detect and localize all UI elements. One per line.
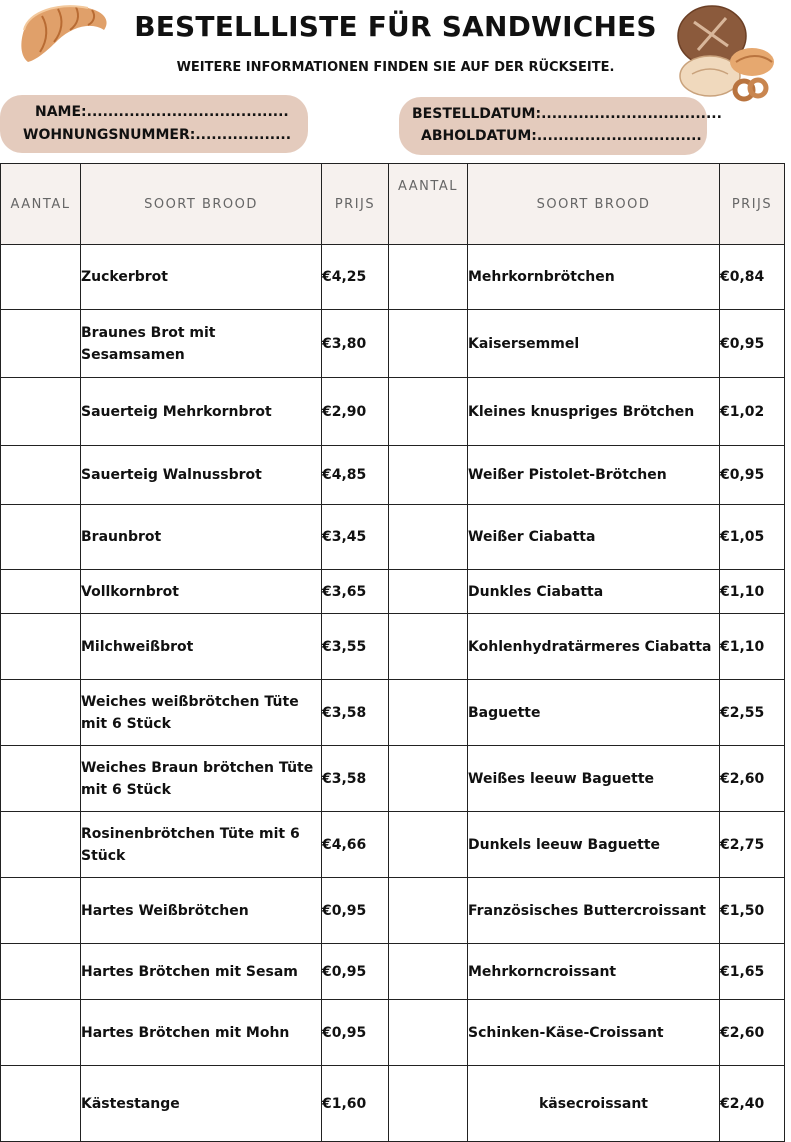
bread-name: Kaisersemmel <box>468 310 720 378</box>
bread-name: Weiches weißbrötchen Tüte mit 6 Stück <box>81 680 322 746</box>
quantity-cell[interactable] <box>389 944 468 1000</box>
bread-name: Schinken-Käse-Croissant <box>468 1000 720 1066</box>
bread-price: €0,95 <box>720 446 785 505</box>
bread-name: Mehrkorncroissant <box>468 944 720 1000</box>
table-row <box>1 446 785 505</box>
bread-name: Rosinenbrötchen Tüte mit 6 Stück <box>81 812 322 878</box>
order-date-field[interactable]: BESTELLDATUM:.................................. <box>412 106 722 122</box>
bread-price: €3,55 <box>322 614 389 680</box>
quantity-cell[interactable] <box>389 570 468 614</box>
pickup-date-field[interactable]: ABHOLDATUM:............................... <box>421 128 702 144</box>
bread-price: €3,58 <box>322 680 389 746</box>
header-left-price: PRIJS <box>322 164 389 245</box>
bread-name: Kleines knuspriges Brötchen <box>468 378 720 446</box>
quantity-cell[interactable] <box>389 614 468 680</box>
bread-name: Weißer Ciabatta <box>468 505 720 570</box>
bread-name: Weißer Pistolet-Brötchen <box>468 446 720 505</box>
bread-name: Hartes Brötchen mit Sesam <box>81 944 322 1000</box>
quantity-cell[interactable] <box>389 378 468 446</box>
bread-name: Dunkles Ciabatta <box>468 570 720 614</box>
bread-price: €0,84 <box>720 245 785 310</box>
quantity-cell[interactable] <box>1 680 81 746</box>
quantity-cell[interactable] <box>1 310 81 378</box>
quantity-cell[interactable] <box>1 245 81 310</box>
quantity-cell[interactable] <box>1 1000 81 1066</box>
bread-name: Dunkels leeuw Baguette <box>468 812 720 878</box>
header-right-quantity: AANTAL <box>389 164 468 245</box>
bread-price: €4,25 <box>322 245 389 310</box>
header-left-quantity: AANTAL <box>1 164 81 245</box>
bread-name: käsecroissant <box>468 1066 720 1142</box>
apartment-number-field[interactable]: WOHNUNGSNUMMER:.................. <box>23 127 292 143</box>
quantity-cell[interactable] <box>1 570 81 614</box>
bread-name: Kohlenhydratärmeres Ciabatta <box>468 614 720 680</box>
header-right-bread-type: SOORT BROOD <box>468 164 720 245</box>
bread-price: €3,58 <box>322 746 389 812</box>
quantity-cell[interactable] <box>1 446 81 505</box>
table-row <box>1 812 785 878</box>
quantity-cell[interactable] <box>1 1066 81 1142</box>
quantity-cell[interactable] <box>389 245 468 310</box>
quantity-cell[interactable] <box>389 878 468 944</box>
quantity-cell[interactable] <box>389 1000 468 1066</box>
quantity-cell[interactable] <box>389 446 468 505</box>
bread-price: €1,65 <box>720 944 785 1000</box>
header-left-bread-type: SOORT BROOD <box>81 164 322 245</box>
quantity-cell[interactable] <box>389 680 468 746</box>
header-right-price: PRIJS <box>720 164 785 245</box>
table-row <box>1 680 785 746</box>
bread-price: €1,02 <box>720 378 785 446</box>
quantity-cell[interactable] <box>389 746 468 812</box>
table-row <box>1 1000 785 1066</box>
bread-name: Milchweißbrot <box>81 614 322 680</box>
quantity-cell[interactable] <box>1 378 81 446</box>
bread-price: €2,60 <box>720 746 785 812</box>
table-header-row <box>1 164 785 245</box>
bread-price: €1,60 <box>322 1066 389 1142</box>
quantity-cell[interactable] <box>1 746 81 812</box>
bread-name: Sauerteig Walnussbrot <box>81 446 322 505</box>
bread-name: Französisches Buttercroissant <box>468 878 720 944</box>
bread-price: €0,95 <box>322 1000 389 1066</box>
page-subtitle: WEITERE INFORMATIONEN FINDEN SIE AUF DER RÜCKSEITE. <box>176 60 615 75</box>
customer-info-box <box>0 95 308 153</box>
quantity-cell[interactable] <box>389 1066 468 1142</box>
bread-name: Sauerteig Mehrkornbrot <box>81 378 322 446</box>
quantity-cell[interactable] <box>389 310 468 378</box>
bread-price: €3,65 <box>322 570 389 614</box>
table-row <box>1 505 785 570</box>
table-row <box>1 245 785 310</box>
bread-price: €3,80 <box>322 310 389 378</box>
bread-name: Hartes Weißbrötchen <box>81 878 322 944</box>
bread-name: Baguette <box>468 680 720 746</box>
table-row <box>1 570 785 614</box>
quantity-cell[interactable] <box>1 812 81 878</box>
bread-name: Braunes Brot mit Sesamsamen <box>81 310 322 378</box>
name-field[interactable]: NAME:...................................... <box>35 104 289 120</box>
table-row <box>1 378 785 446</box>
table-row <box>1 614 785 680</box>
quantity-cell[interactable] <box>389 812 468 878</box>
table-row <box>1 944 785 1000</box>
table-row <box>1 746 785 812</box>
table-row <box>1 310 785 378</box>
bread-name: Kästestange <box>81 1066 322 1142</box>
bread-name: Weißes leeuw Baguette <box>468 746 720 812</box>
bread-price: €1,10 <box>720 614 785 680</box>
quantity-cell[interactable] <box>1 614 81 680</box>
order-table <box>0 163 785 1142</box>
bread-name: Weiches Braun brötchen Tüte mit 6 Stück <box>81 746 322 812</box>
bread-price: €2,90 <box>322 378 389 446</box>
bread-price: €2,60 <box>720 1000 785 1066</box>
bread-price: €0,95 <box>322 944 389 1000</box>
bread-name: Vollkornbrot <box>81 570 322 614</box>
bread-price: €4,85 <box>322 446 389 505</box>
bread-name: Mehrkornbrötchen <box>468 245 720 310</box>
bread-name: Hartes Brötchen mit Mohn <box>81 1000 322 1066</box>
table-row <box>1 1066 785 1142</box>
bread-price: €2,75 <box>720 812 785 878</box>
bread-name: Braunbrot <box>81 505 322 570</box>
quantity-cell[interactable] <box>1 505 81 570</box>
bread-price: €4,66 <box>322 812 389 878</box>
table-row <box>1 878 785 944</box>
bread-price: €2,40 <box>720 1066 785 1142</box>
page-title: BESTELLLISTE FÜR SANDWICHES <box>134 10 657 43</box>
bread-price: €0,95 <box>322 878 389 944</box>
bread-name: Zuckerbrot <box>81 245 322 310</box>
bread-price: €0,95 <box>720 310 785 378</box>
bread-price: €1,10 <box>720 570 785 614</box>
date-info-box <box>399 97 722 155</box>
bread-price: €1,05 <box>720 505 785 570</box>
bread-price: €1,50 <box>720 878 785 944</box>
bread-price: €2,55 <box>720 680 785 746</box>
quantity-cell[interactable] <box>1 878 81 944</box>
quantity-cell[interactable] <box>1 944 81 1000</box>
bread-price: €3,45 <box>322 505 389 570</box>
quantity-cell[interactable] <box>389 505 468 570</box>
